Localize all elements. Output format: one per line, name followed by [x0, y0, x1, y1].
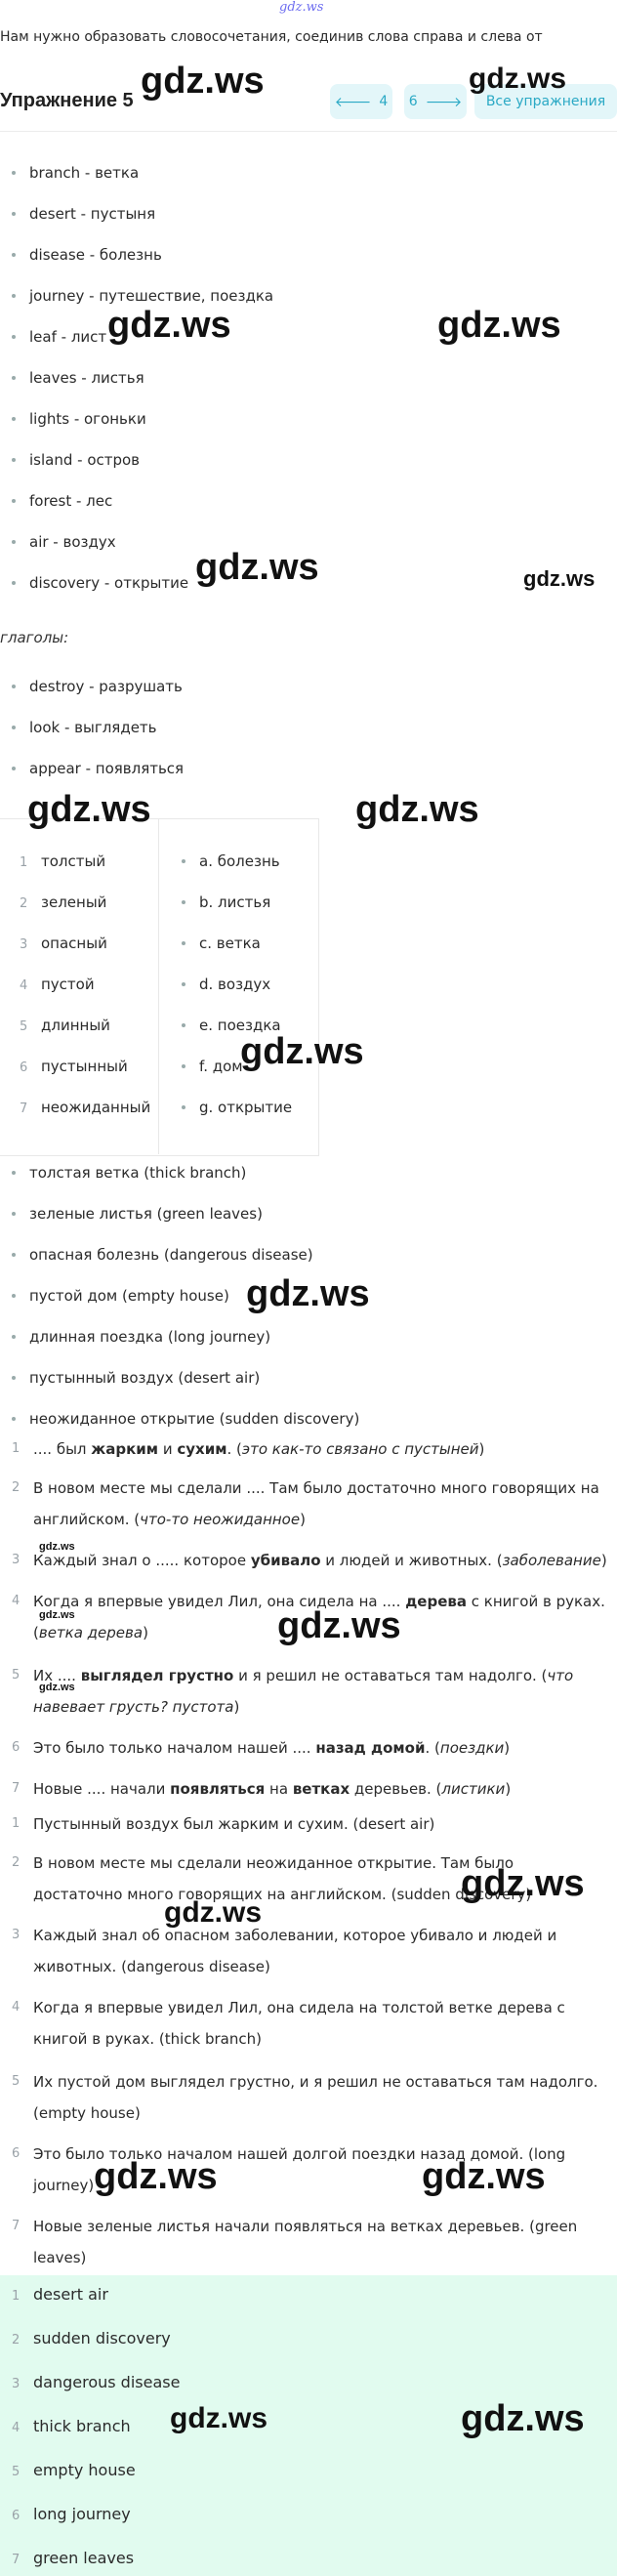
match-left-item: 4 пустой — [20, 976, 95, 993]
watermark: gdz.ws — [27, 789, 151, 830]
match-right-item: d. воздух — [182, 974, 292, 1015]
watermark: gdz.ws — [39, 1541, 75, 1553]
match-left-item: 2 зеленый — [20, 893, 107, 911]
sentence-item: 1 .... был жарким и сухим. (это как-то связано с пустыней) — [12, 1440, 485, 1458]
answer-item: 3 Каждый знал об опасном заболевании, которое убивало и людей и животных. (dangerous disease) — [12, 1927, 557, 1975]
prev-exercise-label: 4 — [379, 94, 389, 109]
list-item: пустой дом (empty house) — [12, 1285, 359, 1326]
all-exercises-label: Все упражнения — [485, 94, 606, 109]
list-item: толстая ветка (thick branch) — [12, 1162, 359, 1203]
match-right-item: c. ветка — [182, 933, 292, 974]
watermark: gdz.ws — [107, 305, 231, 346]
sentence-item: 6 Это было только началом нашей .... назад домой. (поездки) — [12, 1739, 511, 1757]
prev-exercise-button[interactable] — [330, 84, 392, 119]
next-exercise-label: 6 — [408, 94, 418, 109]
final-answer-item: 3 dangerous disease — [12, 2373, 181, 2391]
watermark: gdz.ws — [39, 1609, 75, 1621]
list-item: destroy - разрушать — [12, 676, 184, 717]
answer-item: 2 В новом месте мы сделали неожиданное открытие. Там было достаточно много говорящих на английском. (sudden discovery) — [12, 1854, 532, 1903]
nouns-list — [12, 162, 273, 613]
list-item: lights - огоньки — [12, 408, 273, 449]
arrow-left-icon: 🡐 — [334, 94, 372, 110]
list-item: disease - болезнь — [12, 244, 273, 285]
task-description: Нам нужно образовать словосочетания, соединив слова справа и слева от — [0, 29, 543, 45]
list-item: зеленые листья (green leaves) — [12, 1203, 359, 1244]
exercise-title: Упражнение 5 — [0, 90, 134, 111]
sentence-item: 3 Каждый знал о ..... которое убивало и людей и животных. (заболевание) — [12, 1552, 607, 1569]
watermark: gdz.ws — [422, 2156, 546, 2197]
list-item: look - выглядеть — [12, 717, 184, 758]
match-left-item: 3 опасный — [20, 935, 107, 952]
watermark: gdz.ws — [39, 1682, 75, 1693]
match-right-item: e. поездка — [182, 1015, 292, 1056]
final-answer-item: 5 empty house — [12, 2461, 136, 2479]
watermark: gdz.ws — [141, 61, 265, 102]
watermark: gdz.ws — [461, 2398, 585, 2439]
final-answer-item: 4 thick branch — [12, 2417, 131, 2435]
list-item: пустынный воздух (desert air) — [12, 1367, 359, 1408]
watermark: gdz.ws — [437, 305, 561, 346]
watermark: gdz.ws — [170, 2402, 268, 2434]
answer-item: 5 Их пустой дом выглядел грустно, и я решил не оставаться там надолго. (empty house) — [12, 2073, 598, 2122]
matching-divider — [158, 818, 159, 1154]
match-right-item: a. болезнь — [182, 851, 292, 892]
verbs-label: глаголы: — [0, 629, 69, 646]
match-right-item: g. открытие — [182, 1097, 292, 1138]
watermark: gdz.ws — [355, 789, 479, 830]
watermark: gdz.ws — [240, 1031, 364, 1072]
match-left-item: 7 неожиданный — [20, 1099, 151, 1116]
sentence-item: 4 Когда я впервые увидел Лил, она сидела на .... дерева с книгой в руках. (ветка дерева) — [12, 1593, 605, 1641]
match-left-item: 6 пустынный — [20, 1058, 128, 1075]
list-item: длинная поездка (long journey) — [12, 1326, 359, 1367]
list-item: опасная болезнь (dangerous disease) — [12, 1244, 359, 1285]
answer-item: 7 Новые зеленые листья начали появляться на ветках деревьев. (green leaves) — [12, 2218, 578, 2266]
watermark: gdz.ws — [164, 1896, 263, 1929]
list-item: forest - лес — [12, 490, 273, 531]
final-answer-item: 1 desert air — [12, 2285, 108, 2304]
watermark: gdz.ws — [94, 2156, 218, 2197]
sentence-item: 7 Новые .... начали появляться на ветках деревьев. (листики) — [12, 1780, 512, 1798]
list-item: leaf - лист — [12, 326, 273, 367]
match-right-item: f. дом — [182, 1056, 292, 1097]
match-left-item: 1 толстый — [20, 852, 106, 870]
list-item: journey - путешествие, поездка — [12, 285, 273, 326]
answer-item: 4 Когда я впервые увидел Лил, она сидела на толстой ветке дерева с книгой в руках. (thick branch) — [12, 1999, 565, 2048]
list-item: неожиданное открытие (sudden discovery) — [12, 1408, 359, 1449]
list-item: branch - ветка — [12, 162, 273, 203]
watermark: gdz.ws — [195, 547, 319, 588]
watermark: gdz.ws — [277, 1605, 401, 1646]
list-item: island - остров — [12, 449, 273, 490]
next-exercise-button[interactable] — [404, 84, 467, 119]
final-answer-item: 2 sudden discovery — [12, 2329, 171, 2347]
watermark: gdz.ws — [523, 566, 596, 591]
sentence-item: 5 Их .... выглядел грустно и я решил не оставаться там надолго. (что навевает грусть? пустота) — [12, 1667, 574, 1716]
list-item: appear - появляться — [12, 758, 184, 799]
list-item: air - воздух — [12, 531, 273, 572]
list-item: discovery - открытие — [12, 572, 273, 613]
list-item: desert - пустыня — [12, 203, 273, 244]
watermark: gdz.ws — [246, 1273, 370, 1314]
watermark: gdz.ws — [469, 62, 567, 95]
sentence-item: 2 В новом месте мы сделали .... Там было достаточно много говорящих на английском. (что-то неожиданное) — [12, 1479, 599, 1528]
answer-item: 1 Пустынный воздух был жарким и сухим. (desert air) — [12, 1815, 435, 1833]
arrow-right-icon: 🡒 — [425, 94, 463, 110]
final-answer-item: 6 long journey — [12, 2505, 131, 2523]
match-right-list — [182, 851, 292, 1138]
final-answer-item: 7 green leaves — [12, 2549, 135, 2567]
match-left-item: 5 длинный — [20, 1017, 110, 1034]
verbs-list — [12, 676, 184, 799]
watermark: gdz.ws — [461, 1863, 585, 1904]
answer-item: 6 Это было только началом нашей долгой поездки назад домой. (long journey) — [12, 2145, 566, 2194]
site-logo[interactable]: gdz.ws — [279, 0, 324, 15]
match-right-item: b. листья — [182, 892, 292, 933]
list-item: leaves - листья — [12, 367, 273, 408]
